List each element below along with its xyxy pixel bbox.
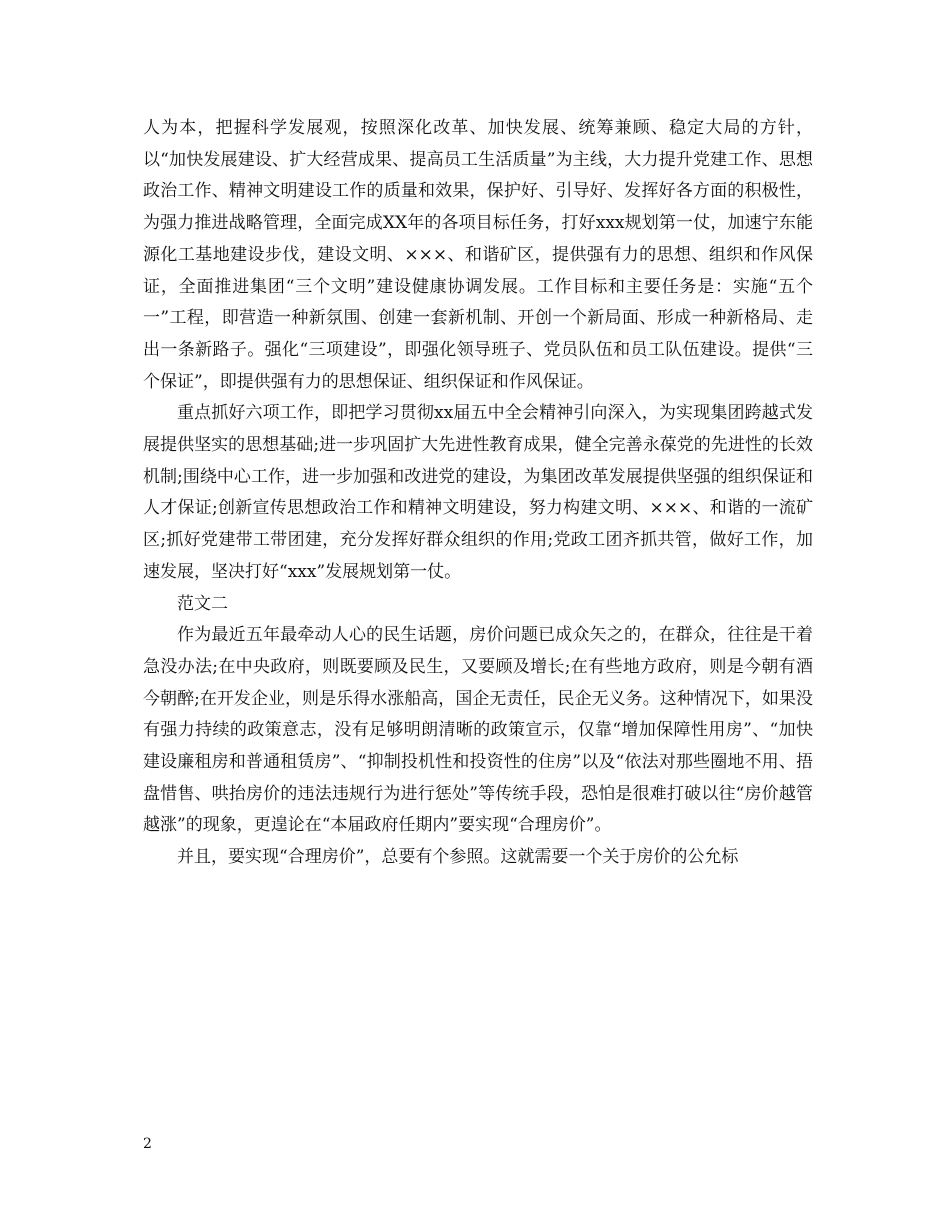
paragraph: 重点抓好六项工作，即把学习贯彻xx届五中全会精神引向深入，为实现集团跨越式发展提供坚实的思想基础;进一步巩固扩大先进性教育成果，健全完善永葆党的先进性的长效机制;围绕中心工作，进一步加强和改进党的建设，为集团改革发展提供坚强的组织保证和人才保证;创新宣传思想政治工作和精神文明建设，努力构建文明、×××、和谐的一流矿区;抓好党建带工带团建，充分发挥好群众组织的作用;党政工团齐抓共管，做好工作，加速发展，坚决打好“xxx”发展规划第一仗。 bbox=[143, 403, 813, 582]
paragraph: 人为本，把握科学发展观，按照深化改革、加快发展、统筹兼顾、稳定大局的方针，以“加快发展建设、扩大经营成果、提高员工生活质量”为主线，大力提升党建工作、思想政治工作、精神文明建设工作的质量和效果，保护好、引导好、发挥好各方面的积极性，为强力推进战略管理，全面完成XX年的各项目标任务，打好xxx规划第一仗，加速宁东能源化工基地建设步伐，建设文明、×××、和谐矿区，提供强有力的思想、组织和作风保证，全面推进集团“三个文明”建设健康协调发展。工作目标和主要任务是：实施“五个一”工程，即营造一种新氛围、创建一套新机制、开创一个新局面、形成一种新格局、走出一条新路子。强化“三项建设”，即强化领导班子、党员队伍和员工队伍建设。提供“三个保证”，即提供强有力的思想保证、组织保证和作风保证。 bbox=[143, 118, 813, 392]
page-number: 2 bbox=[143, 1136, 152, 1152]
document-body bbox=[143, 113, 813, 874]
paragraph: 作为最近五年最牵动人心的民生话题，房价问题已成众矢之的，在群众，往往是干着急没办法;在中央政府，则既要顾及民生，又要顾及增长;在有些地方政府，则是今朝有酒今朝醉;在开发企业，则是乐得水涨船高，国企无责任，民企无义务。这种情况下，如果没有强力持续的政策意志，没有足够明朗清晰的政策宣示，仅靠“增加保障性用房”、“加快建设廉租房和普通租赁房”、“抑制投机性和投资性的住房”以及“依法对那些圈地不用、捂盘惜售、哄抬房价的违法违规行为进行惩处”等传统手段，恐怕是很难打破以往“房价越管越涨”的现象，更遑论在“本届政府任期内”要实现“合理房价”。 bbox=[143, 625, 813, 836]
paragraph: 并且，要实现“合理房价”，总要有个参照。这就需要一个关于房价的公允标 bbox=[177, 847, 739, 868]
section-heading: 范文二 bbox=[177, 593, 228, 614]
